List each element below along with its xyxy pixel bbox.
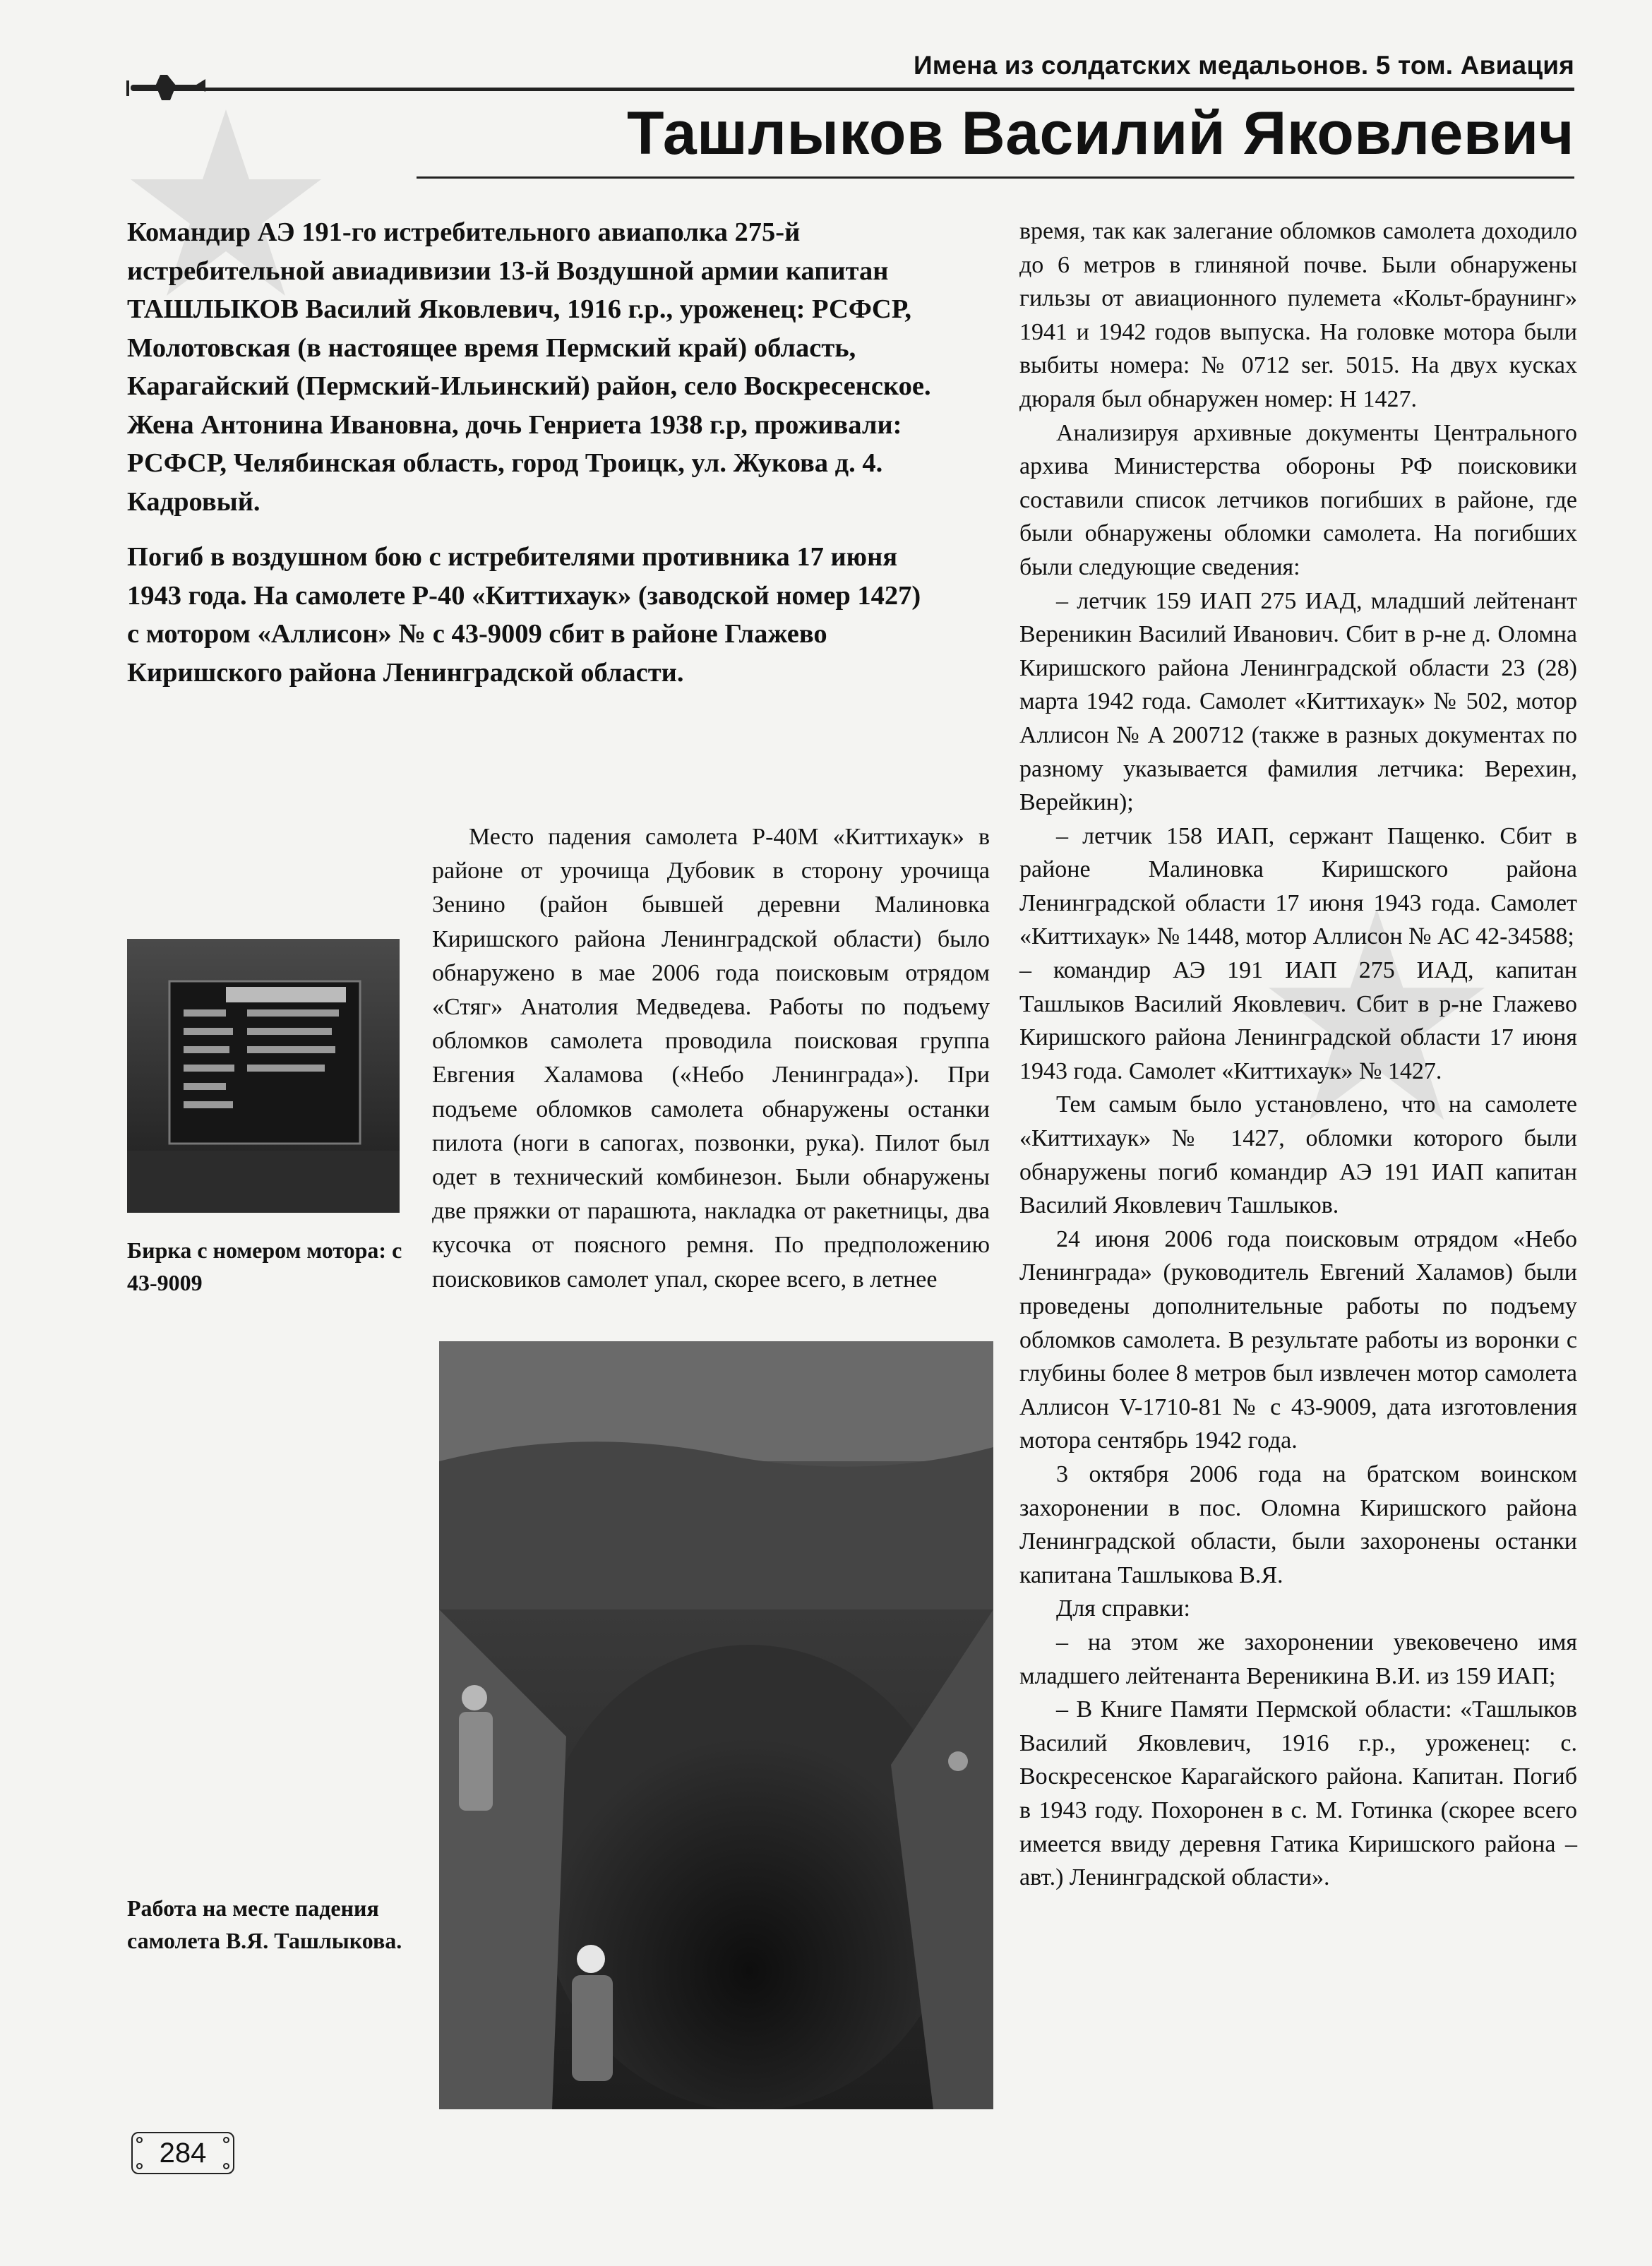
excavation-photo bbox=[439, 1341, 993, 2109]
right-column bbox=[1019, 215, 1577, 1895]
body-paragraph: 3 октября 2006 года на братском воинском захоронении в пос. Оломна Киришского района Ленинградской области, были захоронены останки капитана Ташлыкова В.Я. bbox=[1019, 1461, 1577, 1588]
excavation-caption: Работа на месте падения самолета В.Я. Ташлыкова. bbox=[127, 1895, 402, 1953]
running-head: Имена из солдатских медальонов. 5 том. Авиация bbox=[913, 51, 1574, 80]
list-item: – на этом же захоронении увековечено имя младшего лейтенанта Вереникина В.И. из 159 ИАП; bbox=[1019, 1629, 1577, 1689]
intro-paragraph: Командир АЭ 191-го истребительного авиаполка 275-й истребительной авиадивизии 13-й Воздушной армии капитан ТАШЛЫКОВ Василий Яковлевич, 1916 г.р., уроженец: РСФСР, Молотовская (в настоящее время Пермский край) область, Карагайский (Пермский-Ильинский) район, село Воскресенское. Жена Антонина Ивановна, дочь Генриета 1938 г.р, проживали: РСФСР, Челябинская область, город Троицк, ул. Жукова д. 4. Кадровый. bbox=[127, 217, 931, 517]
list-item: – В Книге Памяти Пермской области: «Ташлыков Василий Яковлевич, 1916 г.р., уроженец: с. Воскресенское Карагайского района. Капитан. Погиб в 1943 году. Похоронен в с. М. Готинка (скорее всего имеется ввиду деревня Гатика Киришского района – авт.) Ленинградской области». bbox=[1019, 1696, 1577, 1891]
header-rule bbox=[169, 88, 1574, 91]
page-title: Ташлыков Василий Яковлевич bbox=[626, 100, 1574, 167]
intro-block bbox=[127, 213, 932, 709]
body-paragraph: Анализируя архивные документы Центрального архива Министерства обороны РФ поисковики составили список летчиков погибших в районе, где были обнаружены обломки самолета. На погибших были следующие сведения: bbox=[1019, 419, 1577, 580]
title-rule bbox=[417, 176, 1574, 179]
engine-tag-caption: Бирка с номером мотора: с 43-9009 bbox=[127, 1237, 402, 1295]
list-item: – командир АЭ 191 ИАП 275 ИАД, капитан Ташлыков Василий Яковлевич. Сбит в р-не Глажево Киришского района Ленинградской области 17 июня 1943 года. Самолет «Киттихаук» № 1427. bbox=[1019, 957, 1577, 1084]
body-paragraph: Место падения самолета Р-40М «Киттихаук» в районе от урочища Дубовик в сторону урочища Зенино (район бывшей деревни Малиновка Киришского района Ленинградской области) было обнаружено в мае 2006 года поисковым отрядом «Стяг» Анатолия Медведева. Работы по подъему обломков самолета проводила поисковая группа Евгения Халамова («Небо Ленинграда»). При подъеме обломков самолета обнаружены останки пилота (ноги в сапогах, позвонки, рука). Пилот был одет в технический комбинезон. Были обнаружены две пряжки от парашюта, накладка от ракетницы, два кусочка от поясного ремня. По предположению поисковиков самолет упал, скорее всего, в летнее bbox=[432, 824, 990, 1293]
body-paragraph: 24 июня 2006 года поисковым отрядом «Небо Ленинграда» (руководитель Евгений Халамов) были проведены дополнительные работы по подъему обломков самолета. В результате работы из воронки с глубины более 8 метров был извлечен мотор самолета Аллисон V-1710-81 № с 43-9009, дата изготовления мотора сентябрь 1942 года. bbox=[1019, 1225, 1577, 1454]
body-paragraph: Тем самым было установлено, что на самолете «Киттихаук» № 1427, обломки которого были обнаружены погиб командир АЭ 191 ИАП капитан Василий Яковлевич Ташлыков. bbox=[1019, 1091, 1577, 1219]
body-paragraph: Для справки: bbox=[1056, 1595, 1190, 1622]
page-number bbox=[131, 2132, 234, 2174]
list-item: – летчик 159 ИАП 275 ИАД, младший лейтенант Вереникин Василий Иванович. Сбит в р-не д. Оломна Киришского района Ленинградской области 23 (28) марта 1942 года. Самолет «Киттихаук» № 502, мотор Аллисон № А 200712 (также в разных документах по разному указывается фамилия летчика: Верехин, Верейкин); bbox=[1019, 587, 1577, 816]
list-item: – летчик 158 ИАП, сержант Пащенко. Сбит в районе Малиновка Киришского района Ленинградской области 17 июня 1943 года. Самолет «Киттихаук» № 1448, мотор Аллисон № АС 42-34588; bbox=[1019, 822, 1577, 950]
intro-paragraph: Погиб в воздушном бою с истребителями противника 17 июня 1943 года. На самолете Р-40 «Киттихаук» (заводской номер 1427) с мотором «Аллисон» № с 43-9009 сбит в районе Глажево Киришского района Ленинградской области. bbox=[127, 542, 921, 688]
middle-column bbox=[432, 820, 990, 1297]
page-number-value: 284 bbox=[159, 2138, 207, 2169]
body-paragraph: время, так как залегание обломков самолета доходило до 6 метров в глиняной почве. Были обнаружены гильзы от авиационного пулемета «Кольт-браунинг» 1941 и 1942 годов выпуска. На головке мотора были выбиты номера: № 0712 ser. 5015. На двух кусках дюраля был обнаружен номер: Н 1427. bbox=[1019, 218, 1577, 412]
engine-tag-photo bbox=[127, 939, 400, 1213]
